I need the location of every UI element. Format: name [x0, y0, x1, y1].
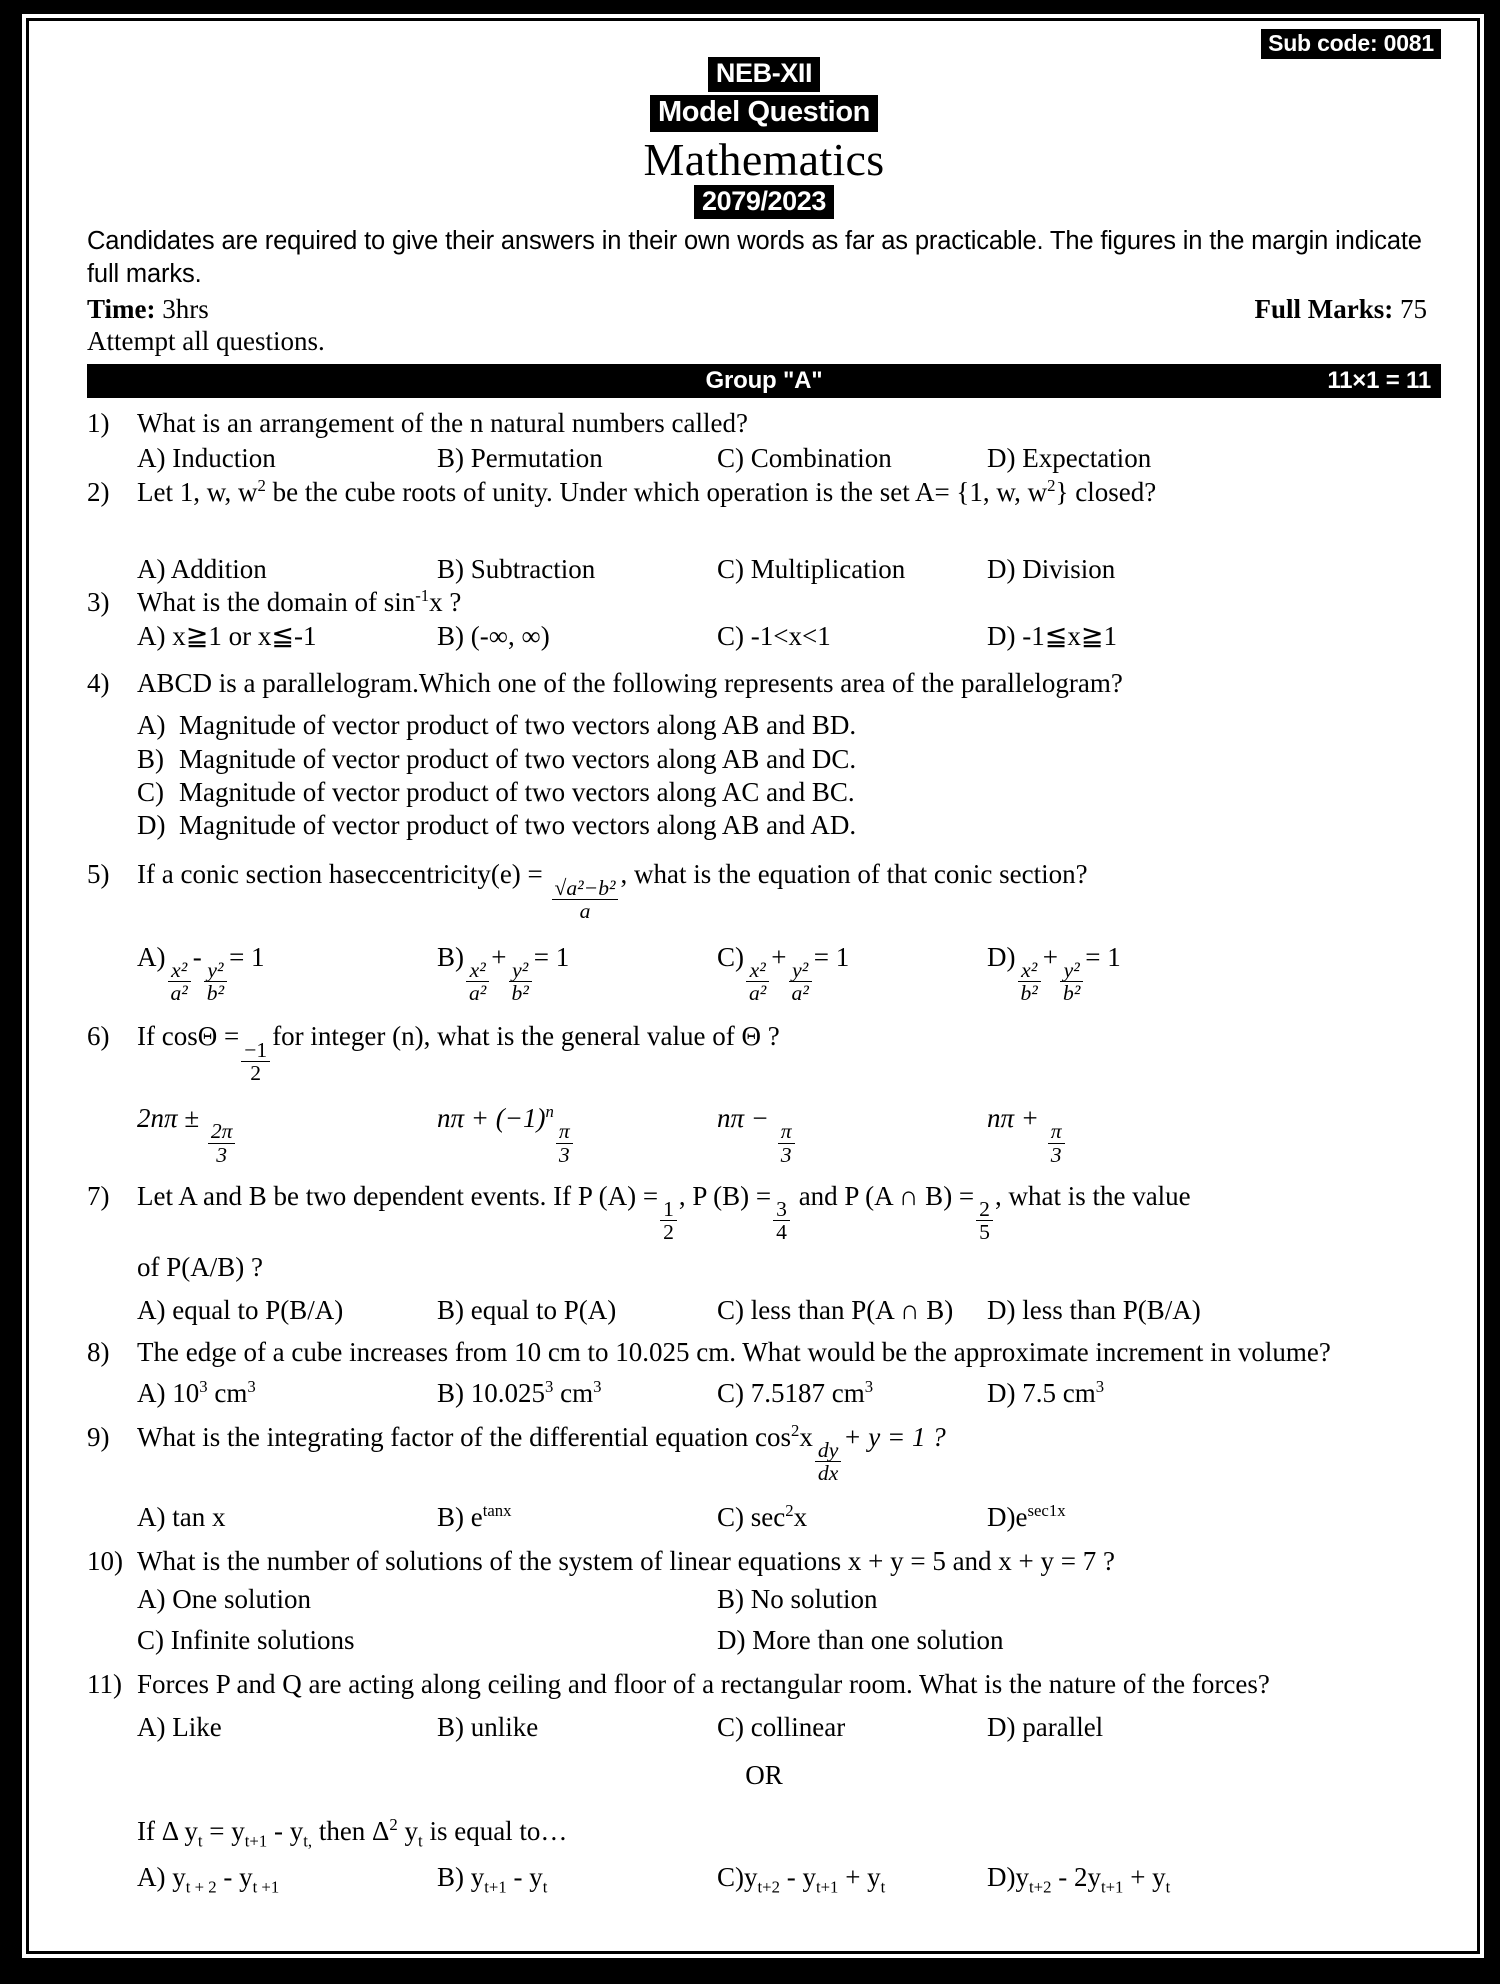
option-text: Magnitude of vector product of two vectors along AB and BD. — [179, 710, 857, 741]
question-text: What is the number of solutions of the system of linear equations x + y = 5 and x + y = 7 ? — [137, 1546, 1115, 1577]
question-number: 7) — [87, 1180, 110, 1211]
option-d[interactable]: D) parallel — [987, 1711, 1104, 1742]
page-border-gap — [22, 14, 1484, 1958]
option-letter: A) — [137, 710, 166, 741]
question-3 — [87, 586, 1441, 653]
option-c[interactable]: C) 7.5187 $cm^3$ — [717, 1376, 874, 1408]
option-c[interactable]: nπ − $\frac{\pi}{3}$ — [717, 1102, 987, 1166]
option-d[interactable]: D) less than P(B/A) — [987, 1294, 1201, 1325]
group-marks: 11×1 = 11 — [1327, 367, 1431, 395]
option-a[interactable]: A) Like — [137, 1711, 222, 1742]
option-b[interactable]: B) 10.025$^3$ $cm^3$ — [437, 1376, 602, 1408]
option-row — [137, 1294, 1441, 1326]
option-b[interactable]: $n\pi + (-1)^n$ $\frac{\pi}{3}$ — [437, 1102, 717, 1166]
question-text: The edge of a cube increases from 10 cm to 10.025 cm. What would be the approximate increment in volume? — [137, 1337, 1331, 1368]
question-list — [87, 407, 1441, 1897]
sub-code-badge: Sub code: 0081 — [1261, 29, 1441, 59]
option-a[interactable]: A) $10^3$ $cm^3$ — [137, 1376, 256, 1408]
option-d[interactable]: D) -1≦x≧1 — [987, 621, 1117, 652]
time-marks-row — [87, 294, 1441, 325]
option-letter: C) — [137, 776, 164, 807]
question-number: 4) — [87, 667, 110, 698]
title-block — [87, 57, 1441, 219]
or-option-row — [137, 1861, 1441, 1897]
option-a[interactable]: A) equal to P(B/A) — [137, 1294, 344, 1325]
question-text: ABCD is a parallelogram.Which one of the following represents area of the parallelogram? — [137, 667, 1123, 698]
question-text: Let 1, w, $w^2$ be the cube roots of unity. Under which operation is the set A= {1, w, $w^2$} closed? — [137, 476, 1157, 508]
question-4 — [87, 667, 1441, 842]
option-row — [137, 1102, 1441, 1166]
page-border-inner — [26, 18, 1480, 1954]
option-d[interactable] — [137, 809, 1441, 841]
option-row — [137, 1377, 1441, 1409]
option-text: Magnitude of vector product of two vectors along AB and AD. — [179, 810, 857, 841]
time-value: 3hrs — [162, 294, 209, 325]
option-c[interactable]: C) Multiplication — [717, 553, 906, 584]
option-c[interactable]: C) $\frac{\text{x²}}{\text{a²}}$ + $\frac{\text{y²}}{\text{a²}}$ = 1 — [717, 941, 850, 1006]
option-row-1 — [137, 1583, 1441, 1615]
full-marks-value: 75 — [1400, 294, 1427, 325]
full-marks-label: Full Marks: — [1254, 294, 1394, 325]
option-letter: B) — [137, 743, 164, 774]
question-text: What is the domain of $\sin^{-1}x$ ? — [137, 585, 462, 617]
option-a[interactable]: A) x≧1 or x≦-1 — [137, 621, 317, 652]
question-text-line2: of P(A/B) ? — [137, 1252, 263, 1283]
question-number: 11) — [87, 1669, 122, 1700]
option-d[interactable]: D) $\frac{\text{x²}}{\text{b²}}$ + $\frac{\text{y²}}{\text{b²}}$ = 1 — [987, 941, 1121, 1006]
option-row — [137, 1501, 1441, 1533]
question-number: 5) — [87, 858, 110, 889]
option-c[interactable]: C) $\sec^2x$ — [717, 1500, 808, 1532]
option-c[interactable]: C) less than P(A ∩ B) — [717, 1294, 954, 1325]
question-text: If a conic section haseccentricity(e) = $\frac{\text{√a²−b²}}{a}$ , what is the equation of that conic section? — [137, 858, 1088, 924]
or-option-c[interactable]: $C)y_{t+2} - y_{t+1} + y_t$ — [717, 1861, 886, 1897]
exam-paper-sheet — [31, 23, 1475, 1949]
option-list — [137, 709, 1441, 842]
question-number: 2) — [87, 477, 110, 508]
option-d[interactable]: D) More than one solution — [717, 1624, 1004, 1655]
question-number: 8) — [87, 1337, 110, 1368]
question-text: Let A and B be two dependent events. If P (A) = $\frac{1}{2}$ , P (B) = $\frac{3}{4}$ and P (A ∩ B) = $\frac{2}{5}$ , what is the value — [137, 1180, 1191, 1245]
option-row — [137, 941, 1441, 1005]
option-d[interactable]: D) Expectation — [987, 442, 1152, 473]
board-badge: NEB-XII — [708, 57, 820, 92]
option-c[interactable]: C) -1<x<1 — [717, 621, 831, 652]
or-option-a[interactable]: A) $y_{t + 2} - y_{t +1}$ — [137, 1861, 280, 1897]
subcode-row — [87, 29, 1441, 59]
subject-title: Mathematics — [643, 134, 885, 186]
option-c[interactable]: C) Infinite solutions — [137, 1624, 355, 1655]
option-a[interactable]: A) One solution — [137, 1584, 311, 1615]
question-number: 9) — [87, 1422, 110, 1453]
option-a[interactable]: A) $\frac{\text{x²}}{\text{a²}}$ - $\frac{\text{y²}}{\text{b²}}$ = 1 — [137, 941, 265, 1006]
option-d[interactable]: nπ + $\frac{\pi}{3}$ — [987, 1102, 1067, 1166]
spacer — [137, 509, 1441, 551]
option-b[interactable]: B) $\frac{\text{x²}}{\text{a²}}$ + $\frac{\text{y²}}{\text{b²}}$ = 1 — [437, 941, 570, 1006]
option-row-2 — [137, 1624, 1441, 1656]
option-d[interactable]: $D)e^{sec1x}$ — [987, 1500, 1066, 1532]
question-text: What is an arrangement of the n natural numbers called? — [137, 408, 748, 439]
question-text: Forces P and Q are acting along ceiling and floor of a rectangular room. What is the nature of the forces? — [137, 1669, 1270, 1700]
option-row — [137, 553, 1441, 585]
question-7 — [87, 1180, 1441, 1326]
or-question-text: If Δ $y_t = y_{t+1} - y_{t,}$ then $\Delta^2$ $y_t$ is equal to… — [137, 1815, 568, 1851]
group-a-banner — [87, 364, 1441, 398]
option-b[interactable] — [137, 743, 1441, 775]
option-text: Magnitude of vector product of two vectors along AC and BC. — [179, 776, 855, 807]
group-title: Group "A" — [705, 367, 823, 395]
option-text: Magnitude of vector product of two vectors along AB and DC. — [179, 743, 857, 774]
eccentricity-formula: $\frac{\text{√a²−b²}}{a}$ — [552, 877, 619, 922]
option-d[interactable]: D) Division — [987, 553, 1116, 584]
cos-value-fraction: $\frac{-1}{2}$ — [241, 1039, 270, 1084]
or-option-d[interactable]: $D)y_{t+2} - 2y_{t+1} + y_t$ — [987, 1861, 1171, 1897]
option-a[interactable]: 2nπ ± $\frac{2\pi}{3}$ — [137, 1102, 437, 1166]
paper-type-badge: Model Question — [650, 95, 878, 132]
question-11 — [87, 1668, 1441, 1743]
option-a[interactable]: A) tan x — [137, 1501, 226, 1532]
option-d[interactable]: D) 7.5 $cm^3$ — [987, 1376, 1105, 1408]
option-b[interactable]: B) Permutation — [437, 442, 603, 473]
option-row — [137, 620, 1441, 652]
time-label: Time: — [87, 294, 156, 325]
question-5 — [87, 858, 1441, 1005]
question-10 — [87, 1545, 1441, 1656]
option-b[interactable]: B) Subtraction — [437, 553, 596, 584]
option-a[interactable]: A) Addition — [137, 553, 267, 584]
question-9 — [87, 1421, 1441, 1533]
option-row — [137, 1711, 1441, 1743]
full-marks-group — [1255, 294, 1428, 325]
option-b[interactable]: B) unlike — [437, 1711, 539, 1742]
derivative-fraction: $\frac{dy}{dx}$ — [815, 1439, 841, 1484]
or-option-b[interactable]: B) $y_{t+1} - y_t$ — [437, 1861, 548, 1897]
question-2 — [87, 476, 1441, 585]
question-number: 1) — [87, 408, 110, 439]
question-number: 3) — [87, 586, 110, 617]
question-1 — [87, 407, 1441, 474]
option-a[interactable]: A) Induction — [137, 442, 276, 473]
option-b[interactable]: B) (-∞, ∞) — [437, 621, 550, 652]
attempt-instruction: Attempt all questions. — [87, 326, 325, 357]
option-b[interactable]: B) $e^{tanx}$ — [437, 1500, 512, 1532]
option-b[interactable]: B) equal to P(A) — [437, 1294, 617, 1325]
question-number: 10) — [87, 1546, 123, 1577]
or-divider: OR — [745, 1760, 783, 1791]
question-text: If cosΘ = $\frac{-1}{2}$ for integer (n), what is the general value of Θ ? — [137, 1021, 780, 1085]
option-b[interactable]: B) No solution — [717, 1584, 878, 1615]
option-c[interactable]: C) collinear — [717, 1711, 846, 1742]
question-number: 6) — [87, 1021, 110, 1052]
option-row — [137, 442, 1441, 474]
time-group — [87, 294, 209, 325]
option-a[interactable] — [137, 709, 1441, 741]
option-c[interactable] — [137, 776, 1441, 808]
instructions-text: Candidates are required to give their answers in their own words as far as practicable. The figures in the margin indicate full marks. — [87, 227, 1422, 289]
question-text: What is the integrating factor of the differential equation $\cos^2x$ $\frac{dy}{dx}$ + y = 1 ? — [137, 1421, 946, 1486]
or-question — [87, 1815, 1441, 1897]
question-6 — [87, 1020, 1441, 1165]
question-8 — [87, 1336, 1441, 1409]
option-letter: D) — [137, 810, 166, 841]
option-c[interactable]: C) Combination — [717, 442, 892, 473]
year-badge: 2079/2023 — [694, 185, 834, 219]
